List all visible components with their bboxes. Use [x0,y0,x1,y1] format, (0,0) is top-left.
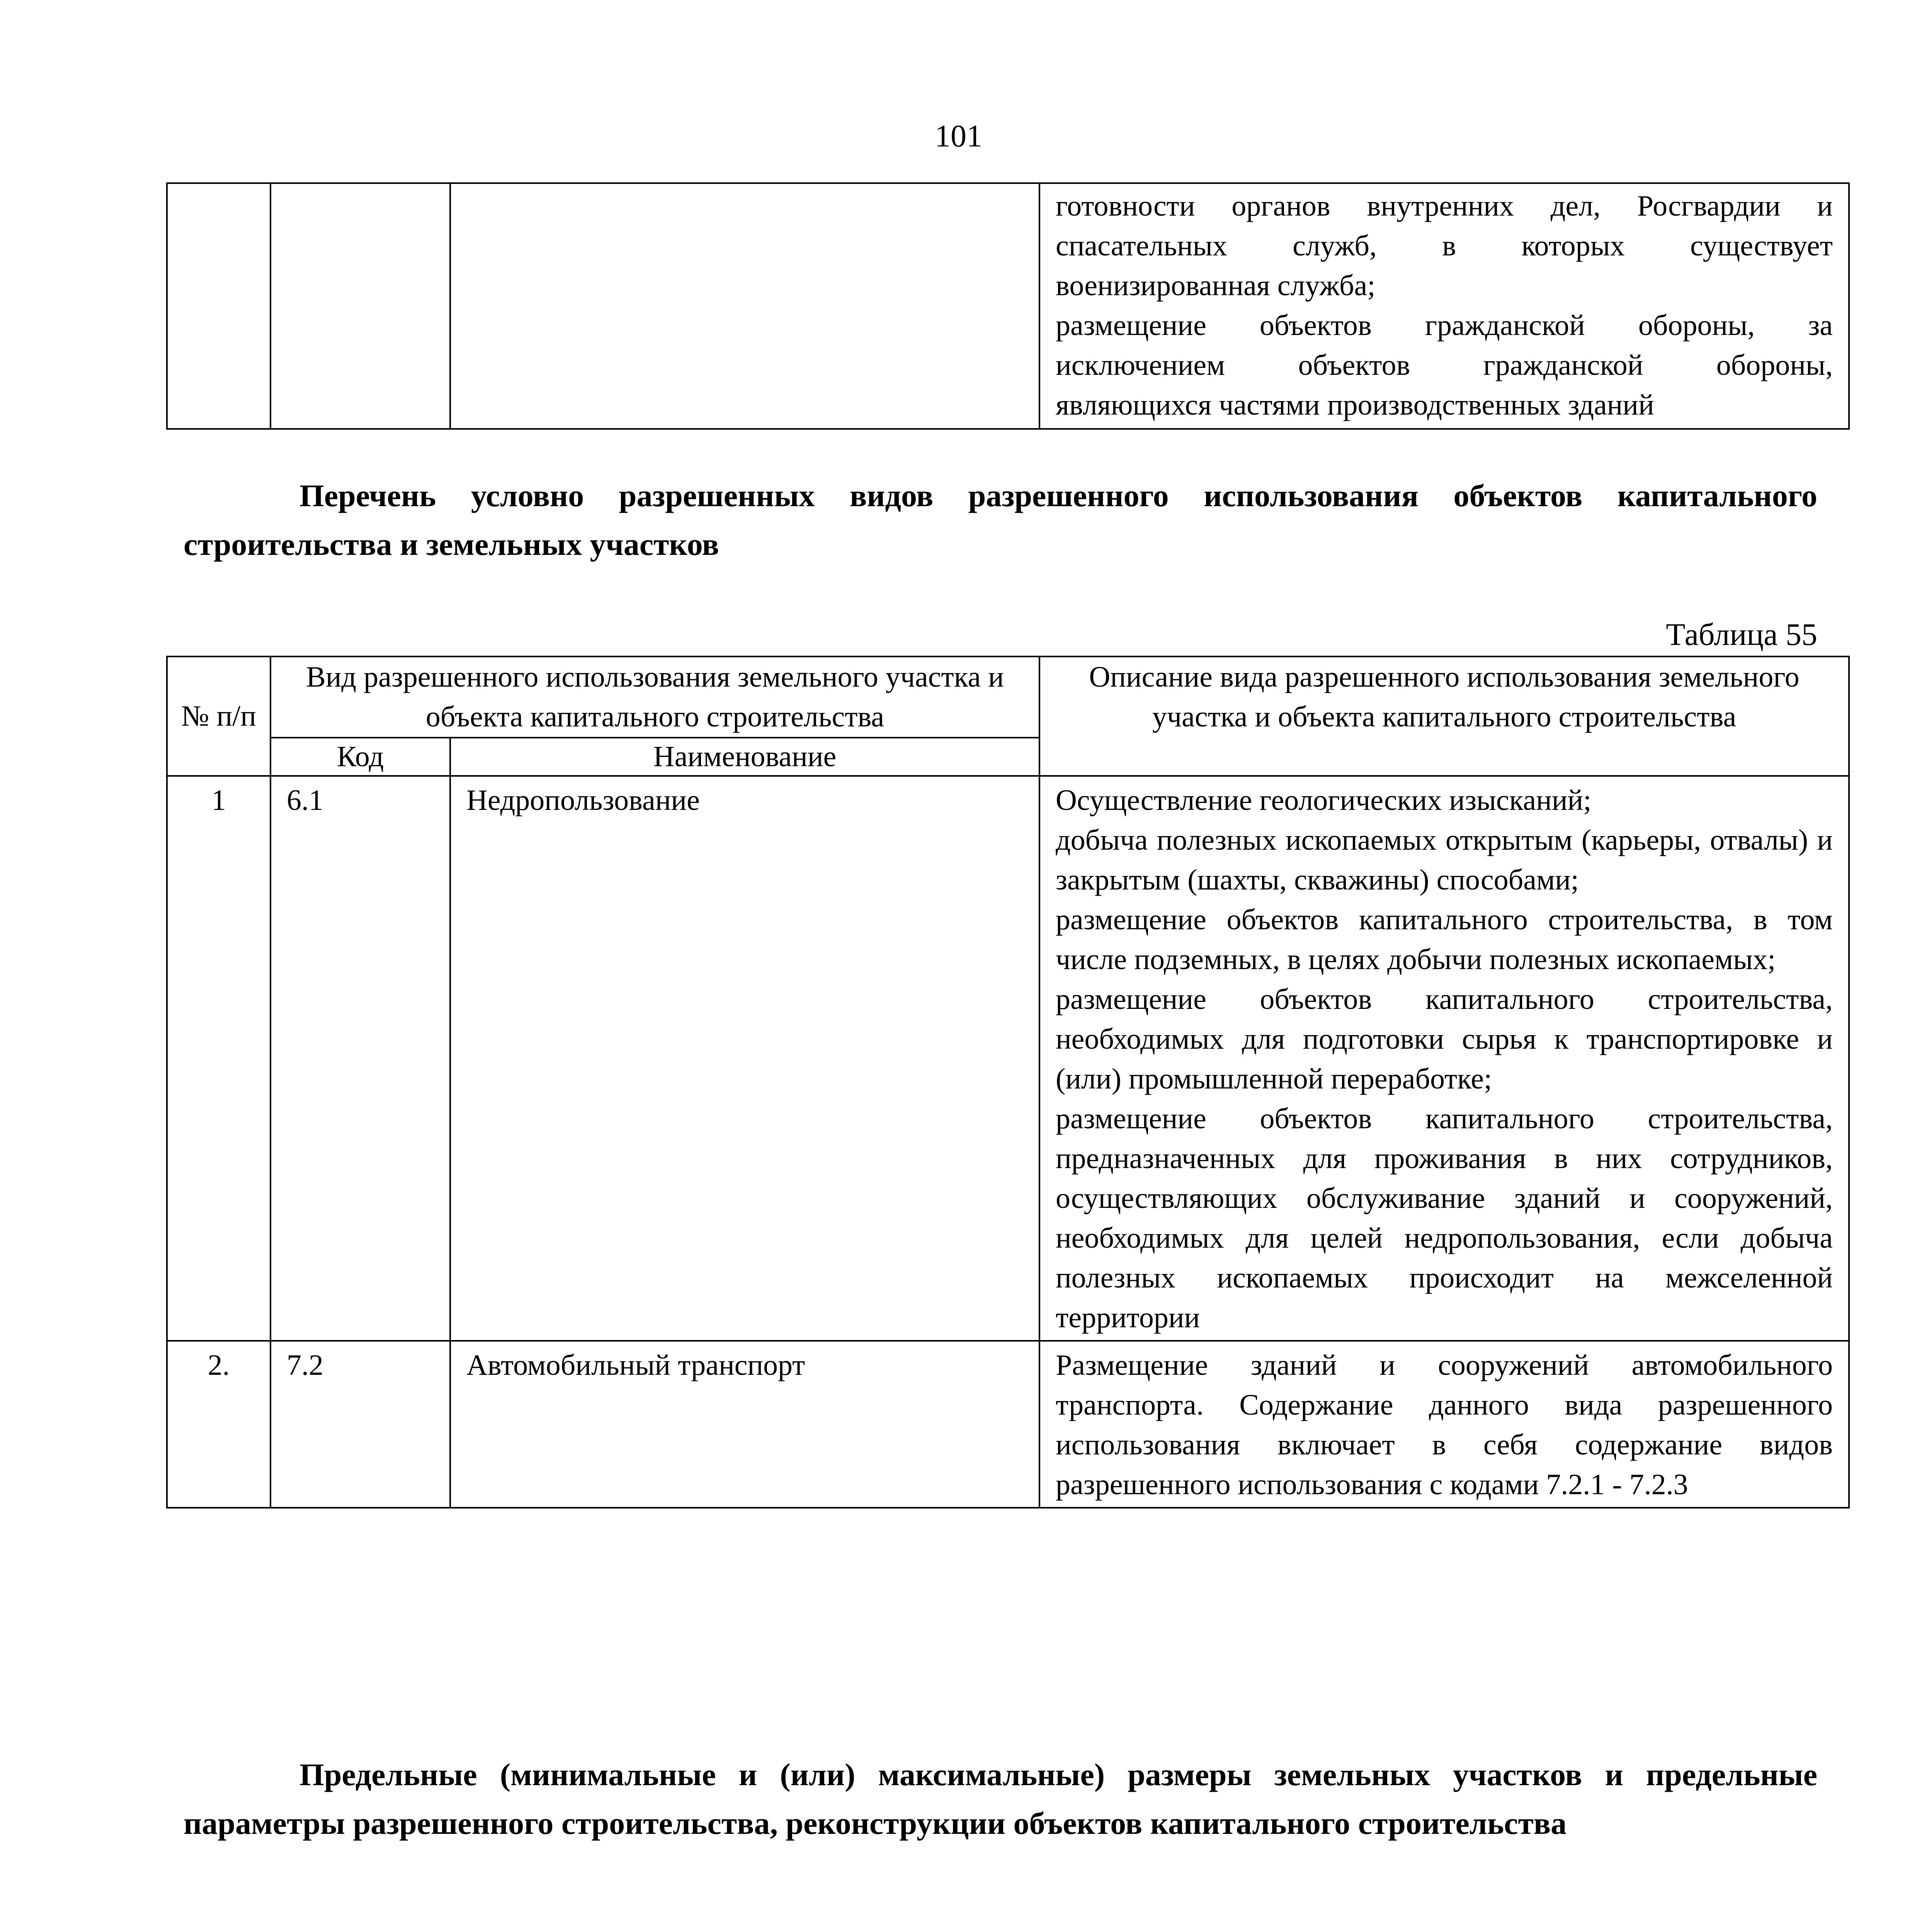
row-name: Недропользование [450,776,1039,1341]
heading-limits: Предельные (минимальные и (или) максимальные) размеры земельных участков и предельные параметры разрешенного строительства, реконструкции объектов капитального строительства [184,1757,1817,1841]
row-num: 2. [167,1341,270,1508]
table-row [167,776,1849,1341]
col-desc-header: Описание вида разрешенного использования земельного участка и объекта капитального строительства [1039,656,1849,776]
continuation-text: готовности органов внутренних дел, Росгвардии и спасательных служб, в которых существует военизированная служба; размещение объектов гражданской обороны, за исключением объектов гражданской обороны, являющихся частями производственных зданий [1039,183,1849,429]
table-row [167,183,1849,429]
col-num-header: № п/п [167,656,270,776]
table55-caption: Таблица 55 [1666,617,1817,652]
continuation-table [166,182,1850,430]
row-code: 7.2 [270,1341,450,1508]
row-code: 6.1 [270,776,450,1341]
page-number: 101 [935,118,982,153]
row-desc: Осуществление геологических изысканий; добыча полезных ископаемых открытым (карьеры, отвалы) и закрытым (шахты, скважины) способами; размещение объектов капитального строительства, в том числе подземных, в целях добычи полезных ископаемых; размещение объектов капитального строительства, необходимых для подготовки сырья к транспортировке и (или) промышленной переработке; размещение объектов капитального строительства, предназначенных для проживания в них сотрудников, осуществляющих обслуживание зданий и сооружений, необходимых для целей недропользования, если добыча полезных ископаемых происходит на межселенной территории [1039,776,1849,1341]
table-55 [166,656,1850,1509]
col-name-header: Наименование [450,738,1039,776]
col-code-header: Код [270,738,450,776]
row-num: 1 [167,776,270,1341]
table55-header-row [167,656,1849,738]
heading-permitted-uses: Перечень условно разрешенных видов разрешенного использования объектов капитального строительства и земельных участков [184,478,1817,562]
col-vid-header: Вид разрешенного использования земельного участка и объекта капитального строительства [270,656,1039,738]
row-desc: Размещение зданий и сооружений автомобильного транспорта. Содержание данного вида разрешенного использования включает в себя содержание видов разрешенного использования с кодами 7.2.1 - 7.2.3 [1039,1341,1849,1508]
table-row [167,1341,1849,1508]
row-name: Автомобильный транспорт [450,1341,1039,1508]
